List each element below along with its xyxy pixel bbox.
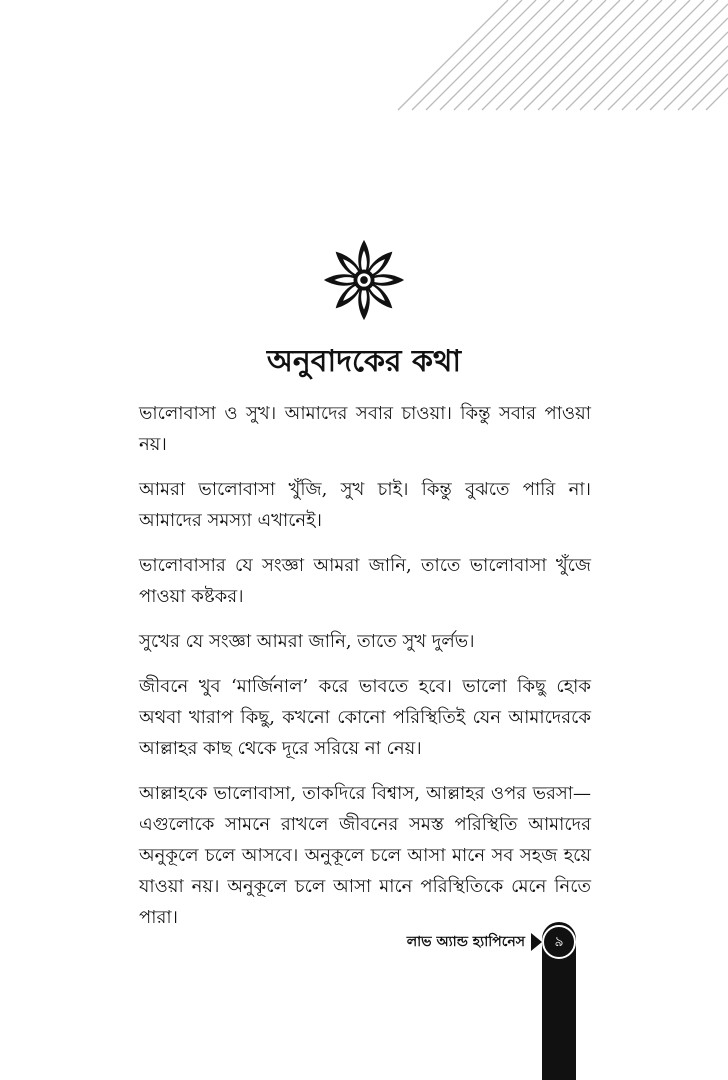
paragraph-6: আল্লাহকে ভালোবাসা, তাকদিরে বিশ্বাস, আল্লাহর ওপর ভরসা—এগুলোকে সামনে রাখলে জীবনের সমস্ত পরিস্থিতি আমাদের অনুকূলে চলে আসবে। অনুকূলে চলে আসা মানে সব সহজ হয়ে যাওয়া নয়। অনুকূলে চলে আসা মানে পরিস্থিতিকে মেনে নিতে পারা। [139,783,591,928]
paragraph-2: আমরা ভালোবাসা খুঁজি, সুখ চাই। কিন্তু বুঝতে পারি না। আমাদের সমস্যা এখানেই। [139,479,591,531]
book-title: লাভ অ্যান্ড হ্যাপিনেস [406,934,525,950]
running-footer [330,926,542,958]
hatch-pattern-decoration [0,0,728,112]
body-text [139,398,591,947]
page-title: অনুবাদকের কথা [266,344,462,379]
paragraph-4: সুখের যে সংজ্ঞা আমরা জানি, তাতে সুখ দুর্লভ। [139,631,475,652]
hatch-lines [398,0,728,110]
triangle-right-icon [531,933,542,951]
paragraph-1: ভালোবাসা ও সুখ। আমাদের সবার চাওয়া। কিন্তু সবার পাওয়া নয়। [139,403,591,455]
paragraph-3: ভালোবাসার যে সংজ্ঞা আমরা জানি, তাতে ভালোবাসা খুঁজে পাওয়া কষ্টকর। [139,555,591,607]
paragraph-5: জীবনে খুব ‘মার্জিনাল’ করে ভাবতে হবে। ভালো কিছু হোক অথবা খারাপ কিছু, কখনো কোনো পরিস্থিতিই যেন আমাদেরকে আল্লাহর কাছ থেকে দূরে সরিয়ে না নেয়। [139,676,591,759]
page-number: ৯ [542,925,576,959]
lotus-flower-icon [322,238,406,322]
